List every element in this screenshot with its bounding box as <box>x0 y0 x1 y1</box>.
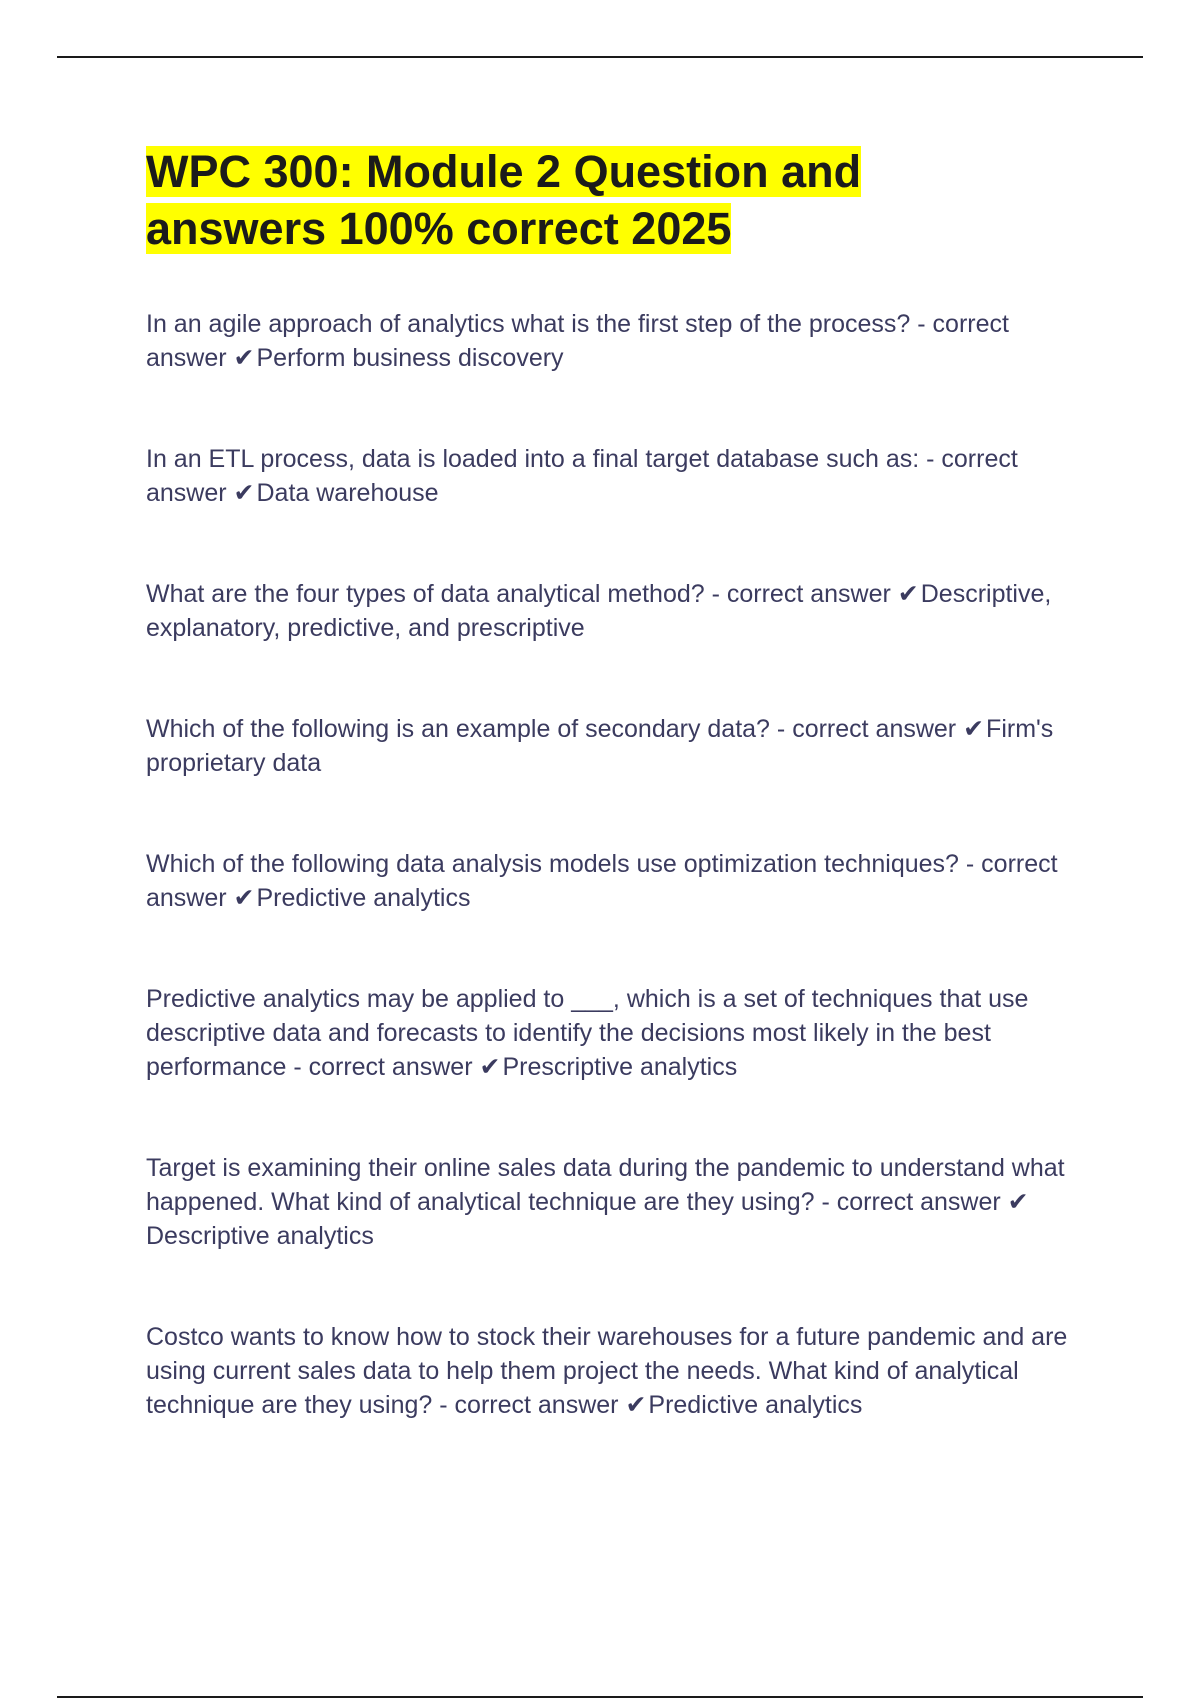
question-text: In an ETL process, data is loaded into a final target database such as: <box>146 445 920 473</box>
qa-item <box>146 847 1096 915</box>
question-text: In an agile approach of analytics what is the first step of the process? <box>146 310 911 338</box>
answer-text: Prescriptive analytics <box>502 1053 738 1081</box>
checkmark-icon: ✔ <box>233 884 255 912</box>
question-text: Which of the following is an example of secondary data? <box>146 715 770 743</box>
answer-text: Predictive analytics <box>256 884 471 912</box>
top-rule <box>57 56 1143 58</box>
checkmark-icon: ✔ <box>1007 1188 1029 1216</box>
qa-item <box>146 982 1096 1084</box>
question-text: Predictive analytics may be applied to ___, which is a set of techniques that use descriptive data and forecasts to identify the decisions most likely in the best performance <box>146 985 1029 1081</box>
checkmark-icon: ✔ <box>963 715 985 743</box>
answer-text: Firm's proprietary data <box>146 715 1054 777</box>
checkmark-icon: ✔ <box>233 344 255 372</box>
answer-label: - correct answer <box>776 715 957 743</box>
qa-item <box>146 307 1096 375</box>
answer-text: Descriptive analytics <box>146 1222 374 1250</box>
title-line-2: answers 100% correct 2025 <box>146 203 732 254</box>
answer-label: - correct answer <box>146 850 1058 912</box>
qa-item <box>146 442 1096 510</box>
checkmark-icon: ✔ <box>625 1391 647 1419</box>
qa-item <box>146 577 1096 645</box>
answer-text: Perform business discovery <box>256 344 564 372</box>
answer-label: - correct answer <box>711 580 891 608</box>
qa-item <box>146 712 1096 780</box>
question-text: Target is examining their online sales data during the pandemic to understand what happened. What kind of analytical technique are they using? <box>146 1154 1065 1216</box>
answer-text: Data warehouse <box>256 479 439 507</box>
qa-item <box>146 1151 1096 1253</box>
qa-list <box>146 307 1096 1422</box>
document-body <box>146 143 1096 1422</box>
qa-item <box>146 1320 1096 1422</box>
answer-label: - correct answer <box>146 310 1009 372</box>
answer-label: - correct answer <box>293 1053 473 1081</box>
question-text: Costco wants to know how to stock their warehouses for a future pandemic and are using current sales data to help them project the needs. What kind of analytical technique are they using? <box>146 1323 1068 1419</box>
answer-label: - correct answer <box>821 1188 1001 1216</box>
answer-label: - correct answer <box>146 445 1018 507</box>
answer-text: Descriptive, explanatory, predictive, and prescriptive <box>146 580 1052 642</box>
bottom-rule <box>57 1696 1143 1698</box>
answer-label: - correct answer <box>439 1391 619 1419</box>
checkmark-icon: ✔ <box>233 479 255 507</box>
answer-text: Predictive analytics <box>648 1391 863 1419</box>
document-title <box>146 143 1096 257</box>
title-line-1: WPC 300: Module 2 Question and <box>146 146 862 197</box>
question-text: Which of the following data analysis models use optimization techniques? <box>146 850 959 878</box>
checkmark-icon: ✔ <box>897 580 919 608</box>
question-text: What are the four types of data analytical method? <box>146 580 705 608</box>
checkmark-icon: ✔ <box>479 1053 501 1081</box>
